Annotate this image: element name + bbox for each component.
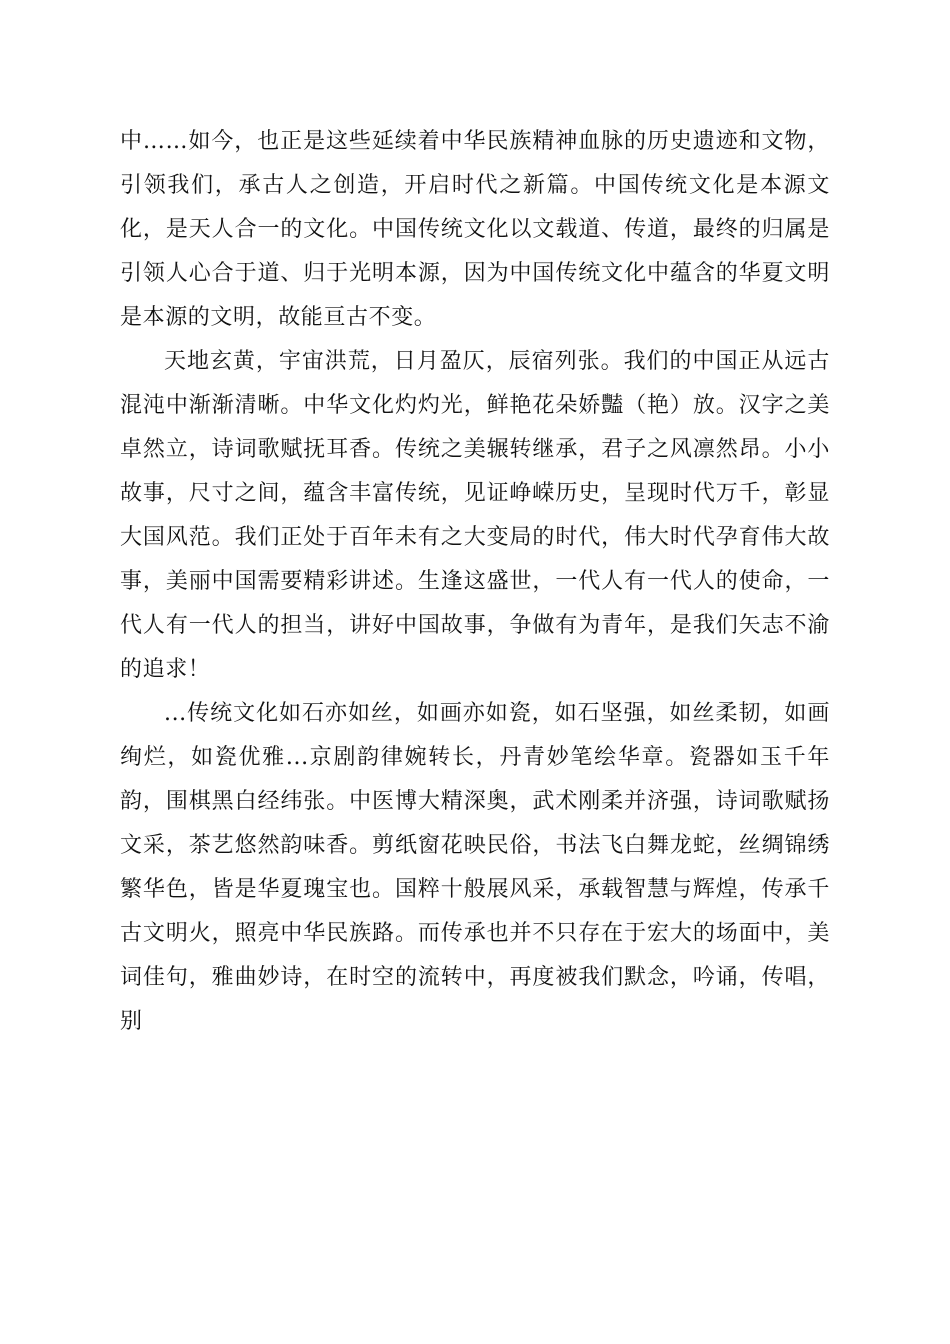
- paragraph-1: 中……如今，也正是这些延续着中华民族精神血脉的历史遗迹和文物，引领我们，承古人之创造，开启时代之新篇。中国传统文化是本源文化，是天人合一的文化。中国传统文化以文载道、传道，最终的归属是引领人心合于道、归于光明本源，因为中国传统文化中蕴含的华夏文明是本源的文明，故能亘古不变。: [120, 129, 830, 330]
- document-page: [120, 120, 830, 1220]
- paragraph-3: ...传统文化如石亦如丝，如画亦如瓷，如石坚强，如丝柔韧，如画绚烂，如瓷优雅...京剧韵律婉转长，丹青妙笔绘华章。瓷器如玉千年韵，围棋黑白经纬张。中医博大精深奥，武术刚柔并济强，诗词歌赋扬文采，茶艺悠然韵味香。剪纸窗花映民俗，书法飞白舞龙蛇，丝绸锦绣繁华色，皆是华夏瑰宝也。国粹十般展风采，承载智慧与辉煌，传承千古文明火，照亮中华民族路。而传承也并不只存在于宏大的场面中，美词佳句，雅曲妙诗，在时空的流转中，再度被我们默念，吟诵，传唱，别: [120, 701, 830, 1034]
- paragraph-2: 天地玄黄，宇宙洪荒，日月盈仄，辰宿列张。我们的中国正从远古混沌中渐渐清晰。中华文化灼灼光，鲜艳花朵娇豔（艳）放。汉字之美卓然立，诗词歌赋抚耳香。传统之美辗转继承，君子之风凛然昂。小小故事，尺寸之间，蕴含丰富传统，见证峥嵘历史，呈现时代万千，彰显大国风范。我们正处于百年未有之大变局的时代，伟大时代孕育伟大故事，美丽中国需要精彩讲述。生逢这盛世，一代人有一代人的使命，一代人有一代人的担当，讲好中国故事，争做有为青年，是我们矢志不渝的追求！: [120, 349, 830, 682]
